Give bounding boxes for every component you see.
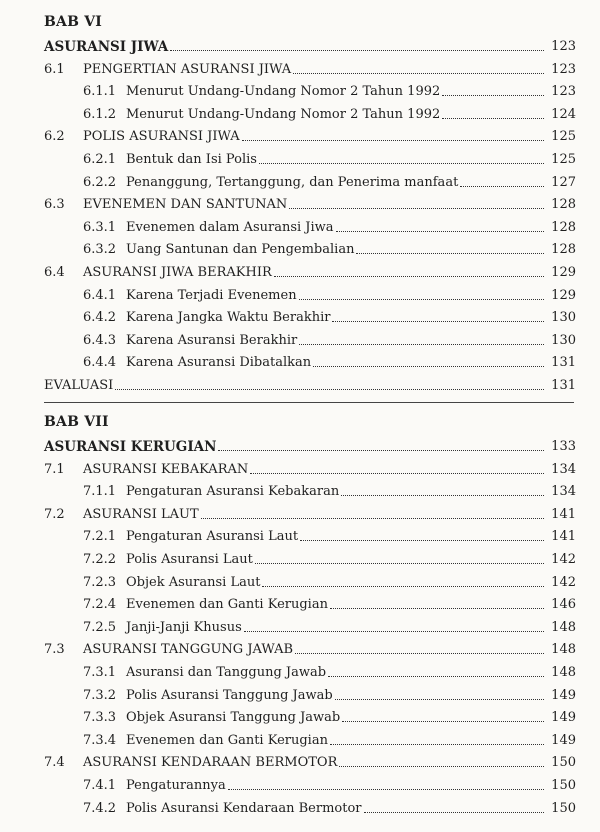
toc-entry-page: 141 — [551, 529, 576, 545]
dot-leader — [262, 586, 544, 587]
toc-entry-title: Karena Asuransi Berakhir — [126, 332, 298, 348]
toc-entry[interactable] — [44, 35, 576, 55]
toc-entry-page: 128 — [551, 242, 576, 258]
toc-entry[interactable] — [83, 171, 576, 191]
dot-leader — [228, 789, 544, 790]
toc-entry-page: 134 — [551, 461, 576, 477]
toc-entry-number: 6.2.2 — [83, 174, 117, 190]
toc-entry-number: 6.4.4 — [83, 355, 117, 371]
toc-entry[interactable] — [83, 684, 576, 704]
toc-entry-title: Menurut Undang-Undang Nomor 2 Tahun 1992 — [126, 84, 441, 100]
toc-entry-page: 129 — [551, 265, 576, 280]
toc-entry-number: 7.3.4 — [83, 732, 117, 748]
divider — [44, 402, 574, 403]
toc-entry-title: ASURANSI LAUT — [83, 506, 199, 522]
toc-entry-number: 6.1.1 — [83, 84, 117, 100]
toc-entry-title: EVENEMEN DAN SANTUNAN — [83, 197, 288, 213]
dot-leader — [250, 473, 544, 474]
dot-leader — [218, 450, 544, 451]
toc-entry[interactable] — [83, 729, 576, 749]
toc-entry-number: 7.3.1 — [83, 665, 117, 680]
toc-entry-number: 6.4.2 — [83, 310, 117, 326]
toc-entry-page: 142 — [551, 574, 576, 590]
toc-entry-page: 141 — [551, 506, 576, 522]
toc-entry-title: ASURANSI JIWA — [44, 39, 169, 55]
toc-entry-title: Penanggung, Tertanggung, dan Penerima manfaat — [126, 174, 459, 190]
dot-leader — [244, 631, 544, 632]
toc-entry[interactable] — [44, 458, 576, 478]
dot-leader — [299, 344, 544, 345]
toc-entry[interactable] — [83, 706, 576, 726]
toc-entry[interactable] — [83, 593, 576, 613]
dot-leader — [115, 389, 544, 390]
toc-entry-page: 127 — [551, 174, 576, 190]
toc-entry-number: 6.2 — [44, 129, 65, 145]
toc-entry-title: Karena Terjadi Evenemen — [126, 287, 297, 303]
toc-entry[interactable] — [83, 238, 576, 258]
dot-leader — [332, 321, 544, 322]
toc-entry-title: Polis Asuransi Tanggung Jawab — [126, 687, 333, 703]
toc-entry-page: 128 — [551, 197, 576, 213]
toc-entry-number: 6.4.1 — [83, 287, 117, 303]
bab7-heading: BAB VII — [44, 414, 109, 430]
toc-entry[interactable] — [44, 751, 576, 771]
toc-entry-number: 7.2 — [44, 506, 65, 522]
dot-leader — [330, 608, 544, 609]
dot-leader — [170, 50, 544, 51]
bab6-heading: BAB VI — [44, 14, 103, 30]
toc-entry-title: Polis Asuransi Kendaraan Bermotor — [126, 800, 362, 816]
toc-entry-page: 148 — [551, 665, 576, 680]
toc-entry[interactable] — [83, 80, 576, 100]
dot-leader — [356, 253, 544, 254]
toc-entry[interactable] — [44, 193, 576, 213]
dot-leader — [339, 766, 544, 767]
toc-entry[interactable] — [83, 616, 576, 636]
toc-entry-number: 7.4.2 — [83, 800, 117, 816]
dot-leader — [442, 118, 544, 119]
toc-entry-title: Evenemen dan Ganti Kerugian — [126, 597, 328, 613]
dot-leader — [364, 812, 545, 813]
dot-leader — [342, 721, 544, 722]
toc-entry-number: 7.2.5 — [83, 619, 117, 635]
toc-entry-title: Karena Asuransi Dibatalkan — [126, 355, 312, 371]
toc-entry-number: 6.3 — [44, 197, 65, 213]
dot-leader — [336, 231, 544, 232]
toc-entry-title: Uang Santunan dan Pengembalian — [126, 242, 355, 258]
dot-leader — [341, 495, 544, 496]
toc-entry-page: 148 — [551, 619, 576, 635]
toc-entry-number: 7.1.1 — [83, 484, 117, 500]
toc-entry-page: 131 — [551, 378, 576, 393]
toc-entry-number: 7.2.2 — [83, 552, 117, 567]
toc-entry-page: 124 — [551, 106, 576, 122]
dot-leader — [201, 518, 544, 519]
toc-entry[interactable] — [83, 148, 576, 168]
toc-entry-page: 129 — [551, 287, 576, 303]
toc-entry-title: Menurut Undang-Undang Nomor 2 Tahun 1992 — [126, 106, 441, 122]
toc-entry-page: 128 — [551, 219, 576, 235]
toc-entry-title: PENGERTIAN ASURANSI JIWA — [83, 61, 292, 77]
toc-entry-title: ASURANSI TANGGUNG JAWAB — [83, 642, 294, 658]
toc-entry-number: 6.1.2 — [83, 106, 117, 122]
toc-entry-title: Objek Asuransi Laut — [126, 574, 261, 590]
toc-entry-page: 123 — [551, 39, 576, 54]
toc-entry-page: 150 — [551, 778, 576, 793]
toc-entry[interactable] — [44, 374, 576, 394]
toc-entry[interactable] — [83, 351, 576, 371]
dot-leader — [295, 653, 544, 654]
toc-entry[interactable] — [83, 306, 576, 326]
toc-entry-number: 6.4 — [44, 265, 65, 280]
toc-entry-title: Janji-Janji Khusus — [126, 619, 242, 635]
dot-leader — [335, 699, 544, 700]
toc-entry-page: 123 — [551, 84, 576, 100]
toc-entry-page: 133 — [551, 439, 576, 454]
toc-entry-number: 6.3.2 — [83, 242, 117, 258]
toc-entry[interactable] — [83, 548, 576, 568]
toc-entry-page: 125 — [551, 129, 576, 145]
toc-entry-page: 142 — [551, 552, 576, 567]
toc-entry-number: 7.4 — [44, 755, 65, 771]
toc-entry[interactable] — [83, 797, 576, 817]
toc-entry-number: 7.3 — [44, 642, 65, 658]
toc-entry[interactable] — [83, 284, 576, 304]
toc-entry-number: 6.2.1 — [83, 152, 117, 167]
toc-entry[interactable] — [83, 216, 576, 236]
toc-entry-number: 7.4.1 — [83, 778, 117, 793]
toc-entry[interactable] — [83, 103, 576, 123]
toc-entry-number: 7.3.3 — [83, 710, 117, 726]
toc-entry-page: 146 — [551, 597, 576, 613]
toc-entry-number: 6.4.3 — [83, 332, 117, 348]
toc-entry-title: ASURANSI KEBAKARAN — [83, 461, 249, 477]
dot-leader — [442, 95, 544, 96]
toc-entry-page: 150 — [551, 800, 576, 816]
dot-leader — [242, 140, 544, 141]
toc-entry-title: Bentuk dan Isi Polis — [126, 152, 257, 167]
toc-entry-title: ASURANSI KERUGIAN — [44, 439, 217, 455]
dot-leader — [259, 163, 544, 164]
toc-entry-number: 7.2.4 — [83, 597, 117, 613]
dot-leader — [460, 186, 544, 187]
toc-entry[interactable] — [44, 125, 576, 145]
toc-entry-page: 149 — [551, 732, 576, 748]
toc-entry[interactable] — [44, 435, 576, 455]
toc-entry[interactable] — [83, 571, 576, 591]
toc-entry[interactable] — [83, 525, 576, 545]
toc-entry-title: Asuransi dan Tanggung Jawab — [126, 665, 327, 680]
toc-entry-page: 130 — [551, 332, 576, 348]
toc-entry-number: 6.1 — [44, 61, 65, 77]
toc-entry[interactable] — [83, 480, 576, 500]
toc-entry-page: 130 — [551, 310, 576, 326]
dot-leader — [289, 208, 544, 209]
toc-entry[interactable] — [44, 638, 576, 658]
toc-entry-title: Pengaturan Asuransi Laut — [126, 529, 299, 545]
dot-leader — [313, 366, 544, 367]
toc-entry-title: Polis Asuransi Laut — [126, 552, 253, 567]
toc-entry-page: 131 — [551, 355, 576, 371]
toc-entry-number: 7.3.2 — [83, 687, 117, 703]
toc-entry[interactable] — [44, 261, 576, 281]
toc-entry-title: ASURANSI JIWA BERAKHIR — [83, 265, 272, 280]
dot-leader — [300, 540, 544, 541]
toc-entry[interactable] — [83, 661, 576, 681]
toc-entry-title: EVALUASI — [44, 378, 114, 393]
toc-entry[interactable] — [44, 58, 576, 78]
toc-entry-page: 125 — [551, 152, 576, 167]
toc-entry-number: 7.1 — [44, 461, 65, 477]
toc-entry[interactable] — [44, 503, 576, 523]
toc-entry-page: 149 — [551, 710, 576, 726]
dot-leader — [255, 563, 544, 564]
toc-entry-title: Pengaturannya — [126, 778, 226, 793]
toc-entry-title: Pengaturan Asuransi Kebakaran — [126, 484, 340, 500]
toc-entry-page: 123 — [551, 61, 576, 77]
toc-entry-page: 150 — [551, 755, 576, 771]
toc-entry-title: ASURANSI KENDARAAN BERMOTOR — [83, 755, 338, 771]
toc-entry-title: Karena Jangka Waktu Berakhir — [126, 310, 331, 326]
dot-leader — [299, 299, 544, 300]
toc-entry-page: 149 — [551, 687, 576, 703]
toc-entry-number: 7.2.1 — [83, 529, 117, 545]
toc-entry-page: 148 — [551, 642, 576, 658]
toc-entry-number: 7.2.3 — [83, 574, 117, 590]
toc-entry-title: POLIS ASURANSI JIWA — [83, 129, 240, 145]
dot-leader — [293, 73, 544, 74]
toc-entry-page: 134 — [551, 484, 576, 500]
toc-entry-title: Objek Asuransi Tanggung Jawab — [126, 710, 341, 726]
toc-entry-title: Evenemen dan Ganti Kerugian — [126, 732, 328, 748]
toc-entry-number: 6.3.1 — [83, 219, 117, 235]
dot-leader — [330, 744, 544, 745]
toc-entry-title: Evenemen dalam Asuransi Jiwa — [126, 219, 334, 235]
dot-leader — [328, 676, 544, 677]
toc-entry[interactable] — [83, 329, 576, 349]
toc-entry[interactable] — [83, 774, 576, 794]
dot-leader — [274, 276, 544, 277]
